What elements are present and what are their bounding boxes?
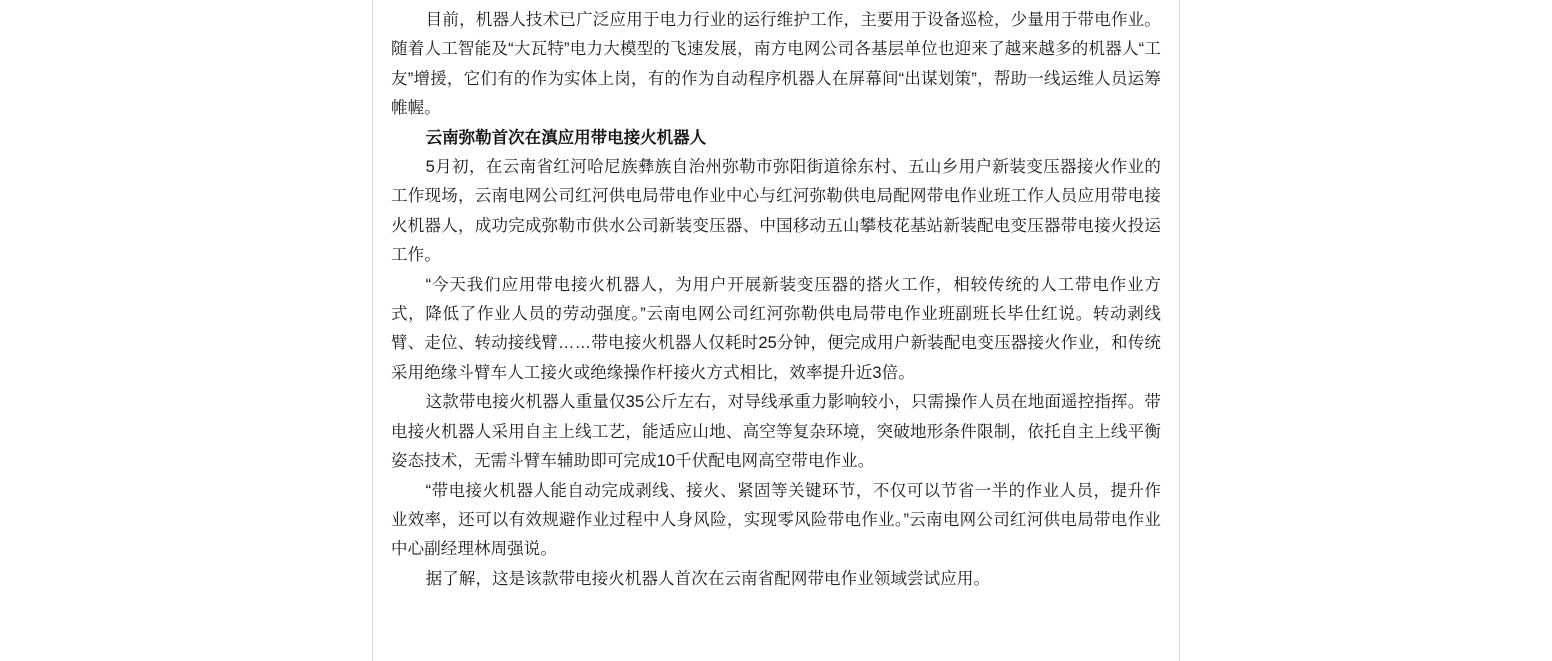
paragraph-2: “今天我们应用带电接火机器人，为用户开展新装变压器的搭火工作，相较传统的人工带电作业方式，降低了作业人员的劳动强度。”云南电网公司红河弥勒供电局带电作业班副班长毕仕红说。转动剥线臂、走位、转动接线臂……带电接火机器人仅耗时25分钟，便完成用户新装配电变压器接火作业，和传统采用绝缘斗臂车人工接火或绝缘操作杆接火方式相比，效率提升近3倍。	[391, 275, 1161, 382]
page-gutter-right	[1179, 0, 1180, 661]
paragraph-3: 这款带电接火机器人重量仅35公斤左右，对导线承重力影响较小，只需操作人员在地面遥控指挥。带电接火机器人采用自主上线工艺，能适应山地、高空等复杂环境，突破地形条件限制，依托自主上线平衡姿态技术，无需斗臂车辅助即可完成10千伏配电网高空带电作业。	[391, 393, 1161, 471]
paragraph-5: 据了解，这是该款带电接火机器人首次在云南省配网带电作业领域尝试应用。	[425, 569, 991, 588]
paragraph-intro: 目前，机器人技术已广泛应用于电力行业的运行维护工作，主要用于设备巡检，少量用于带电作业。随着人工智能及“大瓦特”电力大模型的飞速发展，南方电网公司各基层单位也迎来了越来越多的机器人“工友”增援，它们有的作为实体上岗，有的作为自动程序机器人在屏幕间“出谋划策”，帮助一线运维人员运筹帷幄。	[391, 11, 1161, 118]
section-heading: 云南弥勒首次在滇应用带电接火机器人	[425, 128, 707, 147]
paragraph-4: “带电接火机器人能自动完成剥线、接火、紧固等关键环节，不仅可以节省一半的作业人员，提升作业效率，还可以有效规避作业过程中人身风险，实现零风险带电作业。”云南电网公司红河供电局带电作业中心副经理林周强说。	[391, 481, 1161, 559]
paragraph-1: 5月初，在云南省红河哈尼族彝族自治州弥勒市弥阳街道徐东村、五山乡用户新装变压器接火作业的工作现场，云南电网公司红河供电局带电作业中心与红河弥勒供电局配网带电作业班工作人员应用带电接火机器人，成功完成弥勒市供水公司新装变压器、中国移动五山攀枝花基站新装配电变压器带电接火投运工作。	[391, 158, 1161, 265]
document-text-column	[373, 0, 1179, 661]
